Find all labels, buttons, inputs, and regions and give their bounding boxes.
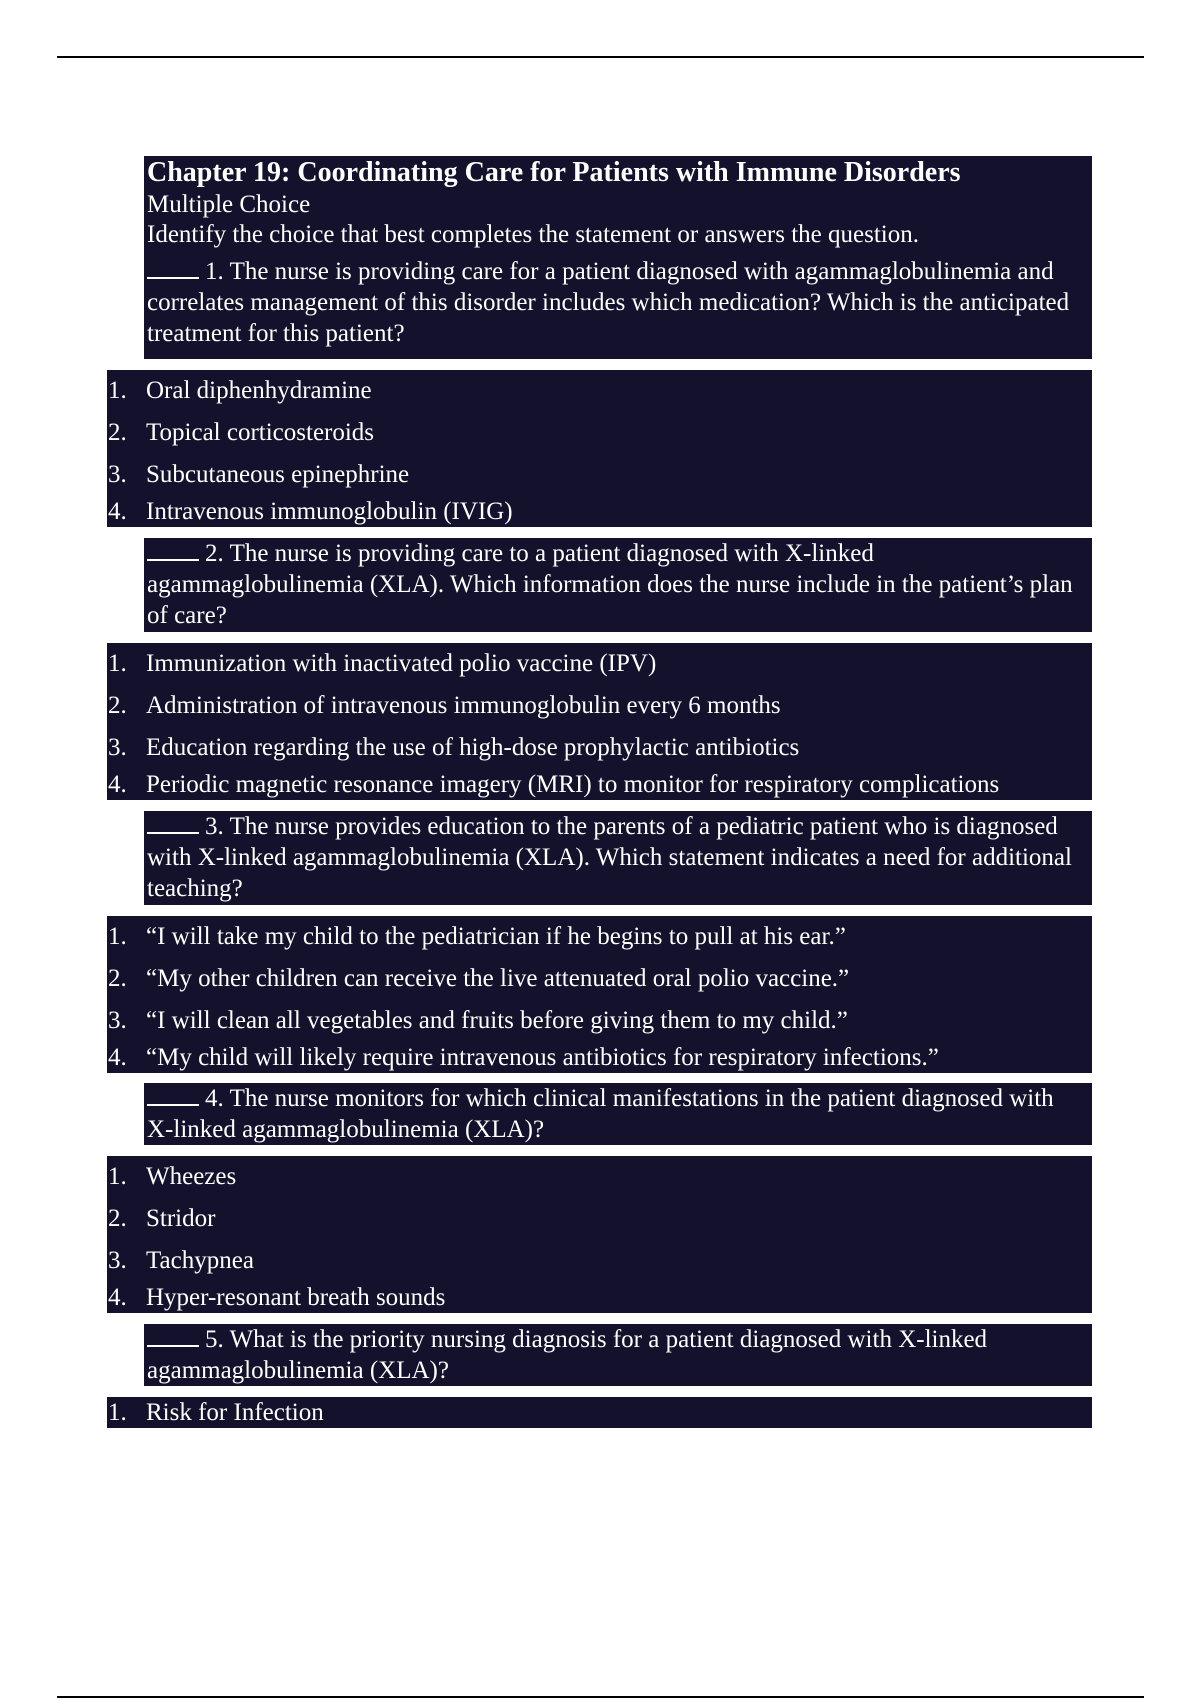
- chapter-title: Chapter 19: Coordinating Care for Patients with Immune Disorders: [147, 157, 961, 188]
- option-number: 4.: [108, 1284, 127, 1311]
- option-number: 2.: [108, 1205, 127, 1232]
- answer-blank: [147, 1325, 199, 1347]
- option-item[interactable]: [107, 1397, 1092, 1428]
- option-number: 4.: [108, 1044, 127, 1071]
- option-text: Hyper-resonant breath sounds: [146, 1284, 446, 1311]
- options-q1: [107, 370, 1092, 527]
- option-text: Oral diphenhydramine: [146, 377, 372, 404]
- options-q2: [107, 643, 1092, 800]
- option-item[interactable]: [107, 454, 1092, 496]
- header-block: [144, 156, 1092, 359]
- option-number: 3.: [108, 461, 127, 488]
- answer-blank: [147, 812, 199, 834]
- option-number: 1.: [108, 1399, 127, 1426]
- option-number: 1.: [108, 650, 127, 677]
- answer-blank: [147, 257, 199, 279]
- option-item[interactable]: [107, 916, 1092, 958]
- option-number: 2.: [108, 965, 127, 992]
- option-item[interactable]: [107, 1198, 1092, 1240]
- option-item[interactable]: [107, 643, 1092, 685]
- option-text: Wheezes: [146, 1163, 237, 1190]
- question-number: 1.: [205, 258, 224, 285]
- option-item[interactable]: [107, 958, 1092, 1000]
- question-3: [144, 811, 1092, 905]
- option-number: 2.: [108, 692, 127, 719]
- option-text: Tachypnea: [146, 1247, 254, 1274]
- question-1: [147, 256, 1088, 349]
- option-item[interactable]: [107, 727, 1092, 769]
- option-text: “I will clean all vegetables and fruits before giving them to my child.”: [146, 1007, 848, 1034]
- option-number: 1.: [108, 923, 127, 950]
- section-label: Multiple Choice: [147, 191, 311, 218]
- option-text: Intravenous immunoglobulin (IVIG): [146, 498, 513, 525]
- bottom-rule: [57, 1696, 1144, 1698]
- option-text: Subcutaneous epinephrine: [146, 461, 410, 488]
- question-4: [144, 1083, 1092, 1145]
- answer-blank: [147, 1084, 199, 1106]
- question-text: The nurse provides education to the parents of a pediatric patient who is diagnosed with X-linked agammaglobulinemia (XLA). Which statement indicates a need for additional teaching?: [147, 813, 1072, 902]
- option-item[interactable]: [107, 1282, 1092, 1313]
- option-number: 2.: [108, 419, 127, 446]
- question-text: What is the priority nursing diagnosis for a patient diagnosed with X-linked agammaglobulinemia (XLA)?: [147, 1326, 988, 1384]
- option-item[interactable]: [107, 412, 1092, 454]
- options-q5: [107, 1397, 1092, 1428]
- option-text: Risk for Infection: [146, 1399, 324, 1426]
- option-text: Stridor: [146, 1205, 216, 1232]
- option-item[interactable]: [107, 1240, 1092, 1282]
- question-5: [144, 1324, 1092, 1386]
- option-number: 3.: [108, 1007, 127, 1034]
- option-item[interactable]: [107, 1000, 1092, 1042]
- option-text: Administration of intravenous immunoglobulin every 6 months: [146, 692, 781, 719]
- question-text: The nurse is providing care to a patient diagnosed with X-linked agammaglobulinemia (XLA). Which information does the nurse include in the patient’s plan of care?: [147, 540, 1073, 629]
- question-number: 4.: [205, 1085, 224, 1112]
- option-item[interactable]: [107, 685, 1092, 727]
- option-number: 1.: [108, 377, 127, 404]
- question-text: The nurse is providing care for a patient diagnosed with agammaglobulinemia and correlates management of this disorder includes which medication? Which is the anticipated treatment for this patient?: [147, 258, 1070, 347]
- option-number: 3.: [108, 1247, 127, 1274]
- question-2: [144, 538, 1092, 632]
- option-item[interactable]: [107, 370, 1092, 412]
- option-text: “My child will likely require intravenous antibiotics for respiratory infections.”: [146, 1044, 939, 1071]
- question-number: 2.: [205, 540, 224, 567]
- option-text: Periodic magnetic resonance imagery (MRI) to monitor for respiratory complications: [146, 771, 1000, 798]
- question-text: The nurse monitors for which clinical manifestations in the patient diagnosed with X-linked agammaglobulinemia (XLA)?: [147, 1085, 1054, 1143]
- option-number: 4.: [108, 498, 127, 525]
- top-rule: [57, 56, 1144, 58]
- option-text: Immunization with inactivated polio vaccine (IPV): [146, 650, 657, 677]
- option-text: “My other children can receive the live attenuated oral polio vaccine.”: [146, 965, 850, 992]
- answer-blank: [147, 539, 199, 561]
- option-number: 1.: [108, 1163, 127, 1190]
- option-number: 3.: [108, 734, 127, 761]
- option-text: Education regarding the use of high-dose prophylactic antibiotics: [146, 734, 800, 761]
- option-item[interactable]: [107, 496, 1092, 527]
- option-number: 4.: [108, 771, 127, 798]
- option-text: “I will take my child to the pediatrician if he begins to pull at his ear.”: [146, 923, 846, 950]
- option-text: Topical corticosteroids: [146, 419, 375, 446]
- option-item[interactable]: [107, 769, 1092, 800]
- options-q4: [107, 1156, 1092, 1313]
- option-item[interactable]: [107, 1042, 1092, 1073]
- options-q3: [107, 916, 1092, 1073]
- question-number: 3.: [205, 813, 224, 840]
- question-number: 5.: [205, 1326, 224, 1353]
- option-item[interactable]: [107, 1156, 1092, 1198]
- instructions-text: Identify the choice that best completes the statement or answers the question.: [147, 221, 919, 248]
